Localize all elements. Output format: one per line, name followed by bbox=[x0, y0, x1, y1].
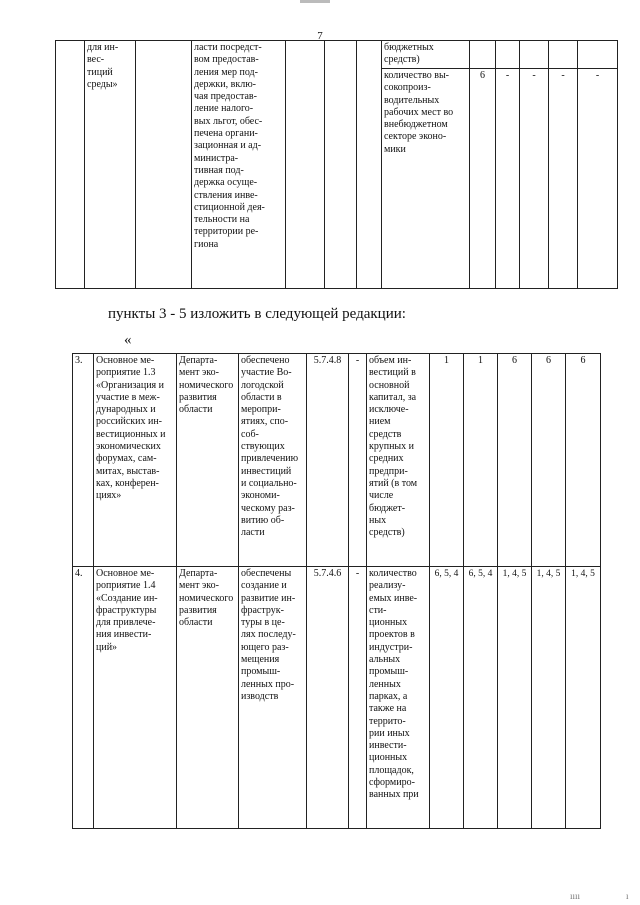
executor-cell: Департа- мент эко- номического развития области bbox=[177, 354, 239, 567]
value-cell: - bbox=[549, 69, 578, 289]
footer-mark-left: ıııı bbox=[570, 891, 581, 901]
dash-cell: - bbox=[349, 354, 367, 567]
value-cell: 1, 4, 5 bbox=[566, 567, 601, 829]
value-cell: 6 bbox=[532, 354, 566, 567]
empty-cell bbox=[56, 41, 85, 289]
footer-mark-right: ı bbox=[626, 891, 629, 901]
dash-cell: - bbox=[349, 567, 367, 829]
indicator-cell: количество реализу- емых инве- сти- ционных проектов в индустри- альных промыш- ленных парках, а также на террито- рии иных инвести- ционных площадок, сформиро- ванных при bbox=[367, 567, 430, 829]
executor-cell bbox=[136, 41, 192, 289]
value-cell: 6 bbox=[498, 354, 532, 567]
code-cell bbox=[286, 41, 325, 289]
continuation-table bbox=[55, 40, 618, 289]
value-cell: - bbox=[578, 69, 618, 289]
measure-name-cell: для ин- вес- тиций среды» bbox=[85, 41, 136, 289]
value-cell: 6, 5, 4 bbox=[430, 567, 464, 829]
value-cell: 6, 5, 4 bbox=[464, 567, 498, 829]
instruction-text: пункты 3 - 5 изложить в следующей редакции: bbox=[108, 306, 406, 322]
indicator-cell: бюджетных средств) bbox=[382, 41, 470, 69]
result-cell: обеспечены создание и развитие ин- фраструк- туры в це- лях последу- ющего раз- мещения промыш- ленных про- изводств bbox=[239, 567, 307, 829]
executor-cell: Департа- мент эко- номического развития области bbox=[177, 567, 239, 829]
dash-cell bbox=[357, 41, 382, 289]
scan-artifact bbox=[300, 0, 330, 3]
indicator-cell: количество вы- сокопроиз- водительных рабочих мест во внебюджетном секторе эконо- мики bbox=[382, 69, 470, 289]
result-cell: обеспечено участие Во- логодской области в меропри- ятиях, спо- соб- ствующих привлечению инвестиций и социально- экономи- ческому раз- витию об- ласти bbox=[239, 354, 307, 567]
value-cell bbox=[470, 41, 496, 69]
table-row bbox=[73, 567, 601, 829]
value-cell: 1, 4, 5 bbox=[532, 567, 566, 829]
code-cell: 5.7.4.6 bbox=[307, 567, 349, 829]
value-cell bbox=[496, 41, 520, 69]
code-cell: 5.7.4.8 bbox=[307, 354, 349, 567]
value-cell: 1 bbox=[464, 354, 498, 567]
result-cell: ласти посредст- вом предостав- ления мер под- держки, вклю- чая предостав- ление налого- вых льгот, обес- печена органи- зационная и ад- министра- тивная под- держка осуще- ствления инве- стиционной дея- тельности на территории ре- гиона bbox=[192, 41, 286, 289]
value-cell: 6 bbox=[566, 354, 601, 567]
page-number: 7 bbox=[317, 30, 323, 42]
measure-name-cell: Основное ме- роприятие 1.3 «Организация и участие в меж- дународных и российских ин- вестиционных и экономических форумах, сам- митах, выстав- ках, конферен- циях» bbox=[94, 354, 177, 567]
table-row bbox=[73, 354, 601, 567]
value-cell bbox=[520, 41, 549, 69]
measure-name-cell: Основное ме- роприятие 1.4 «Создание ин- фраструктуры для привлече- ния инвести- ций» bbox=[94, 567, 177, 829]
value-cell: 1, 4, 5 bbox=[498, 567, 532, 829]
value-cell: 6 bbox=[470, 69, 496, 289]
quote-mark: « bbox=[124, 332, 132, 348]
row-number: 4. bbox=[73, 567, 94, 829]
value-cell: 1 bbox=[430, 354, 464, 567]
value-cell bbox=[578, 41, 618, 69]
row-number: 3. bbox=[73, 354, 94, 567]
link-cell bbox=[325, 41, 357, 289]
measures-table bbox=[72, 353, 601, 829]
value-cell: - bbox=[496, 69, 520, 289]
indicator-cell: объем ин- вестиций в основной капитал, за исключе- нием средств крупных и средних предпри- ятий (в том числе бюджет- ных средств) bbox=[367, 354, 430, 567]
value-cell bbox=[549, 41, 578, 69]
value-cell: - bbox=[520, 69, 549, 289]
